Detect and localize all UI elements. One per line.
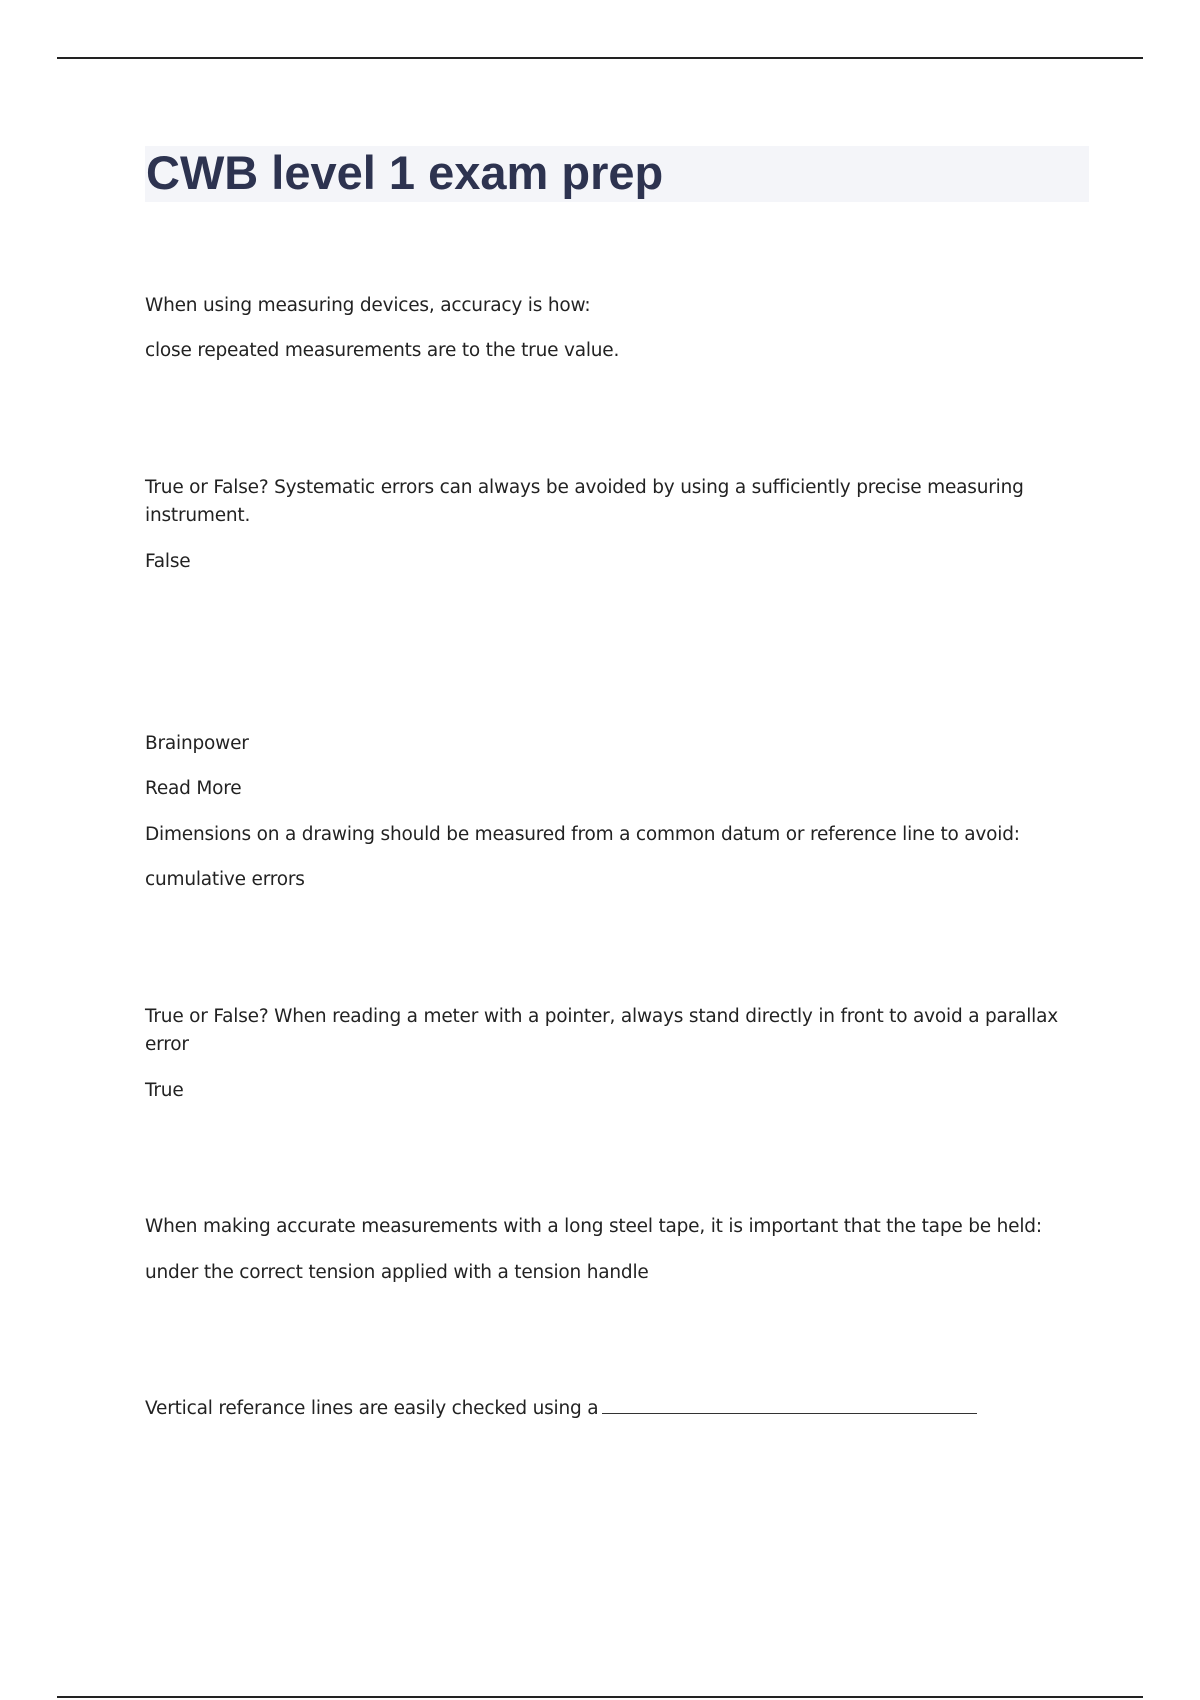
answer-4: True	[145, 1080, 184, 1101]
answer-5: under the correct tension applied with a tension handle	[145, 1262, 649, 1283]
page-top-rule	[57, 57, 1143, 59]
question-1: When using measuring devices, accuracy is how:	[145, 295, 591, 316]
question-6-text: Vertical referance lines are easily checked using a	[145, 1398, 599, 1419]
answer-2: False	[145, 551, 191, 572]
page-bottom-rule	[57, 1696, 1143, 1698]
read-more-link[interactable]: Read More	[145, 778, 242, 799]
question-2: True or False? Systematic errors can always be avoided by using a sufficiently precise measuring instrument.	[145, 477, 1024, 526]
page-title: CWB level 1 exam prep	[146, 146, 664, 199]
answer-1: close repeated measurements are to the true value.	[145, 340, 620, 361]
question-5: When making accurate measurements with a long steel tape, it is important that the tape be held:	[145, 1216, 1042, 1237]
fill-in-blank	[602, 1395, 977, 1414]
question-6	[145, 1395, 1065, 1423]
question-3: Dimensions on a drawing should be measured from a common datum or reference line to avoid:	[145, 824, 1020, 845]
answer-3: cumulative errors	[145, 869, 305, 890]
question-4: True or False? When reading a meter with a pointer, always stand directly in front to avoid a parallax error	[145, 1006, 1059, 1055]
brainpower-label: Brainpower	[145, 733, 249, 754]
